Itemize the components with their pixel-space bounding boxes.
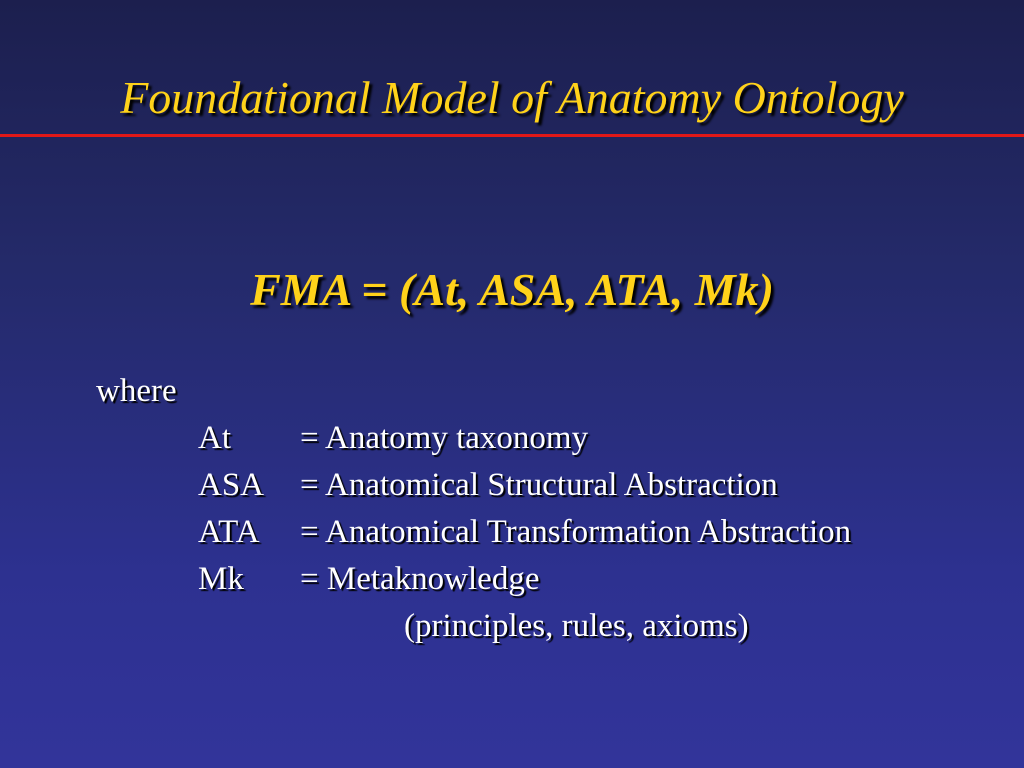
definition-abbr: At <box>198 420 231 456</box>
definition-row-ata <box>96 509 851 556</box>
definition-abbr: ASA <box>198 467 265 503</box>
title-divider <box>0 134 1024 137</box>
definition-abbr: ATA <box>198 514 260 550</box>
definition-desc: = Anatomical Transformation Abstraction <box>300 514 852 550</box>
definitions-block <box>96 368 851 650</box>
definition-desc: = Anatomy taxonomy <box>300 420 589 456</box>
definition-abbr: Mk <box>198 561 244 597</box>
definition-row-asa <box>96 462 851 509</box>
definition-row-at <box>96 415 851 462</box>
definition-desc: = Anatomical Structural Abstraction <box>300 467 778 503</box>
metaknowledge-note: (principles, rules, axioms) <box>404 608 749 644</box>
definition-desc: = Metaknowledge <box>300 561 540 597</box>
definition-row-mk <box>96 556 851 603</box>
slide-title: Foundational Model of Anatomy Ontology <box>120 72 904 123</box>
fma-formula: FMA = (At, ASA, ATA, Mk) <box>250 264 774 315</box>
where-label: where <box>96 373 177 409</box>
